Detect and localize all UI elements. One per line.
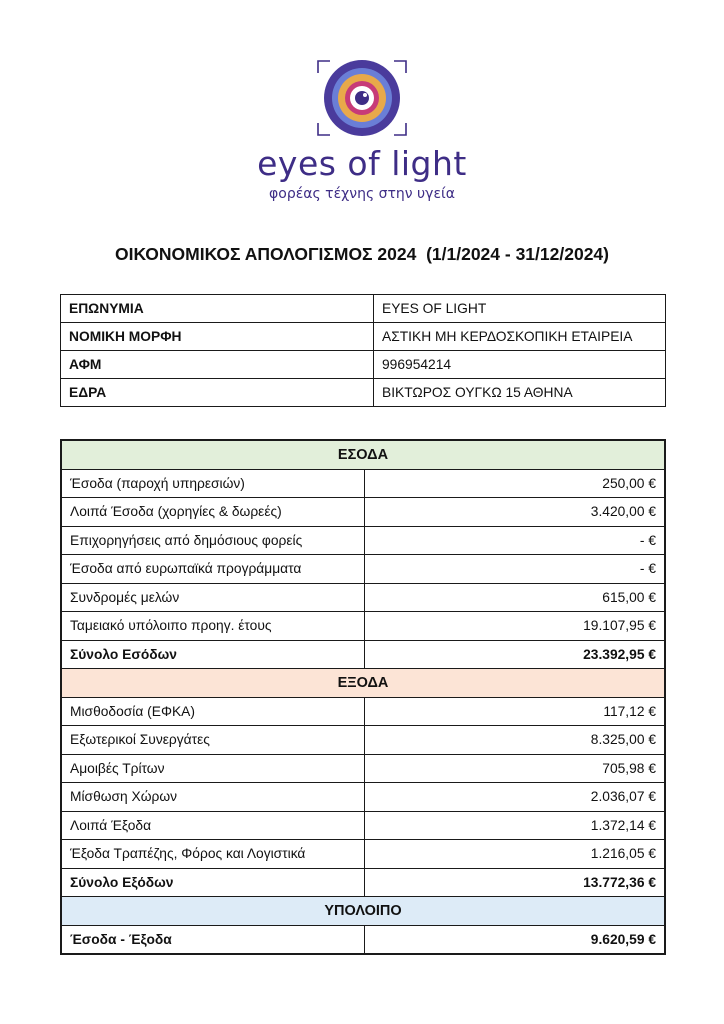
row-label: Έσοδα από ευρωπαϊκά προγράμματα — [61, 555, 365, 584]
table-row — [61, 612, 665, 641]
row-label: Αμοιβές Τρίτων — [61, 754, 365, 783]
income-total-label: Σύνολο Εσόδων — [61, 640, 365, 669]
expense-header: ΕΞΟΔΑ — [61, 669, 665, 698]
info-label: ΝΟΜΙΚΗ ΜΟΡΦΗ — [61, 323, 374, 351]
balance-header-row — [61, 897, 665, 926]
row-value: 2.036,07 € — [365, 783, 666, 812]
expense-total-label: Σύνολο Εξόδων — [61, 868, 365, 897]
table-row — [61, 555, 665, 584]
row-label: Έξοδα Τραπέζης, Φόρος και Λογιστικά — [61, 840, 365, 869]
info-label: ΑΦΜ — [61, 351, 374, 379]
info-row — [61, 323, 666, 351]
expense-total-row — [61, 868, 665, 897]
row-value: 1.372,14 € — [365, 811, 666, 840]
row-value: - € — [365, 555, 666, 584]
info-value: 996954214 — [374, 351, 666, 379]
table-row — [61, 811, 665, 840]
info-value: ΒΙΚΤΩΡΟΣ ΟΥΓΚΩ 15 ΑΘΗΝΑ — [374, 379, 666, 407]
info-row — [61, 295, 666, 323]
balance-total-row — [61, 925, 665, 954]
info-label: ΕΔΡΑ — [61, 379, 374, 407]
income-total-row — [61, 640, 665, 669]
row-label: Μίσθωση Χώρων — [61, 783, 365, 812]
info-label: ΕΠΩΝΥΜΙΑ — [61, 295, 374, 323]
balance-header: ΥΠΟΛΟΙΠΟ — [61, 897, 665, 926]
brand-tagline: φορέας τέχνης στην υγεία — [269, 186, 455, 202]
info-value: EYES OF LIGHT — [374, 295, 666, 323]
table-row — [61, 783, 665, 812]
table-row — [61, 583, 665, 612]
row-value: 19.107,95 € — [365, 612, 666, 641]
info-row — [61, 351, 666, 379]
row-value: 8.325,00 € — [365, 726, 666, 755]
expense-header-row — [61, 669, 665, 698]
logo — [0, 55, 724, 203]
table-row — [61, 526, 665, 555]
row-label: Ταμειακό υπόλοιπο προηγ. έτους — [61, 612, 365, 641]
table-row — [61, 697, 665, 726]
income-header: ΕΣΟΔΑ — [61, 440, 665, 469]
expense-total-value: 13.772,36 € — [365, 868, 666, 897]
row-value: 705,98 € — [365, 754, 666, 783]
row-value: 250,00 € — [365, 469, 666, 498]
report-title: ΟΙΚΟΝΟΜΙΚΟΣ ΑΠΟΛΟΓΙΣΜΟΣ 2024 (1/1/2024 - 31/12/2024) — [114, 244, 609, 264]
table-row — [61, 498, 665, 527]
info-row — [61, 379, 666, 407]
row-label: Λοιπά Έσοδα (χορηγίες & δωρεές) — [61, 498, 365, 527]
row-label: Μισθοδοσία (ΕΦΚΑ) — [61, 697, 365, 726]
row-label: Λοιπά Έξοδα — [61, 811, 365, 840]
table-row — [61, 726, 665, 755]
row-value: 117,12 € — [365, 697, 666, 726]
row-value: - € — [365, 526, 666, 555]
row-value: 3.420,00 € — [365, 498, 666, 527]
row-label: Επιχορηγήσεις από δημόσιους φορείς — [61, 526, 365, 555]
income-total-value: 23.392,95 € — [365, 640, 666, 669]
balance-total-label: Έσοδα - Έξοδα — [61, 925, 365, 954]
company-info-table — [60, 294, 666, 407]
table-row — [61, 754, 665, 783]
row-value: 1.216,05 € — [365, 840, 666, 869]
eye-logo-icon — [312, 55, 412, 141]
brand-name: eyes of light — [257, 144, 467, 183]
balance-total-value: 9.620,59 € — [365, 925, 666, 954]
table-row — [61, 469, 665, 498]
table-row — [61, 840, 665, 869]
info-value: ΑΣΤΙΚΗ ΜΗ ΚΕΡΔΟΣΚΟΠΙΚΗ ΕΤΑΙΡΕΙΑ — [374, 323, 666, 351]
row-label: Εξωτερικοί Συνεργάτες — [61, 726, 365, 755]
financial-table — [60, 439, 666, 955]
row-value: 615,00 € — [365, 583, 666, 612]
income-header-row — [61, 440, 665, 469]
row-label: Συνδρομές μελών — [61, 583, 365, 612]
row-label: Έσοδα (παροχή υπηρεσιών) — [61, 469, 365, 498]
